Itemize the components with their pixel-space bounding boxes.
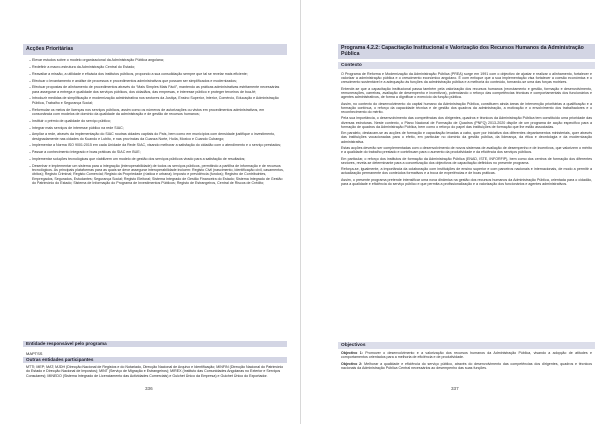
priority-action-item: – Efectuar propostas de alinhamento de procedimentos através do “Mais Simples Mais Fácil”, mantendo as práticas administrativas estritamente necessárias para assegurar a entrega e qualidade dos serviços públicos, dos cidadãos, das empresas, e interesse público e proteger terceiros de boa-fé; (29, 85, 284, 94)
objective-item (341, 362, 592, 370)
context-paragraph: Assim, o presente programa pretende intensificar uma nova dinâmica na gestão dos recursos humanos da Administração Pública, orientada para o cidadão, para a qualidade e eficiência do serviço público e que permita a profissionalização e a valorização dos funcionários e agentes administrativos. (341, 177, 592, 186)
priority-action-item: – Ampliar a rede, através da implementação do SIAC noutras cidades capitais do País, bem como em municípios com densidade justifique o investimento, designadamente nas cidades do Kuando e Lubito, e nas províncias da Cuanza Norte, Huíla, Moxico e Cuando Cubango; (29, 132, 284, 141)
context-paragraph: Estas acções deverão ser complementadas com o desenvolvimento de novos sistemas de avaliação de desempenho e de incentivos, que valorizem o mérito e a qualidade do trabalho prestado e contribuam para o aumento da produtividade e da eficiência dos serviços públicos. (341, 145, 592, 155)
priority-action-item: – Passar a conhecimento integrado e boas práticas do SIAC em BUE; (29, 150, 284, 154)
page-number-left: 336 (145, 386, 153, 391)
objective-label: Objectivo 1: (341, 351, 363, 355)
right-page (300, 0, 600, 424)
priority-action-item: – Reavaliar a missão, a utilidade e eficácia dos institutos públicos, propondo a sua consolidação sempre que tal se revelar mais eficiente; (29, 72, 284, 76)
priority-action-item: – Instituir o prémio de qualidade do serviço público; (29, 119, 284, 123)
responsible-entity-header: Entidade responsável pelo programa (23, 341, 287, 347)
context-paragraph: Em paralelo, destacam-se as acções de formação e capacitação levadas a cabo, quer por iniciativa dos diferentes departamentos ministeriais, quer através das instituições vocacionadas para o efeito, em particular no domínio da gestão pública, da liderança, da ética e deontologia e da modernização administrativa. (341, 131, 592, 144)
context-paragraph: O Programa de Reforma e Modernização da Administração Pública (PREA) surge em 1991 com o objectivo de ajustar e realizar o alinhamento, fortalecer e valorizar a administração pública e o crescimento económico angolano. É com enfoque que a sua implementação visa fortalecer a coesão económica e o crescimento sustentável e a adequação às funções da administração pública e a melhoria do conteúdo, tornando-se uma das forças motrizes. (341, 72, 592, 85)
priority-action-item: – Desenhar e implementar um sistema para a integração (interoperabilidade) de todos os serviços públicos, permitindo a partilha de informação e de recursos tecnológicos. As principais plataformas para as quais se deve assegurar interoperabilidade incluem: Registo Civil (nascimento, identificação civil, casamentos, óbitos); Registo Criminal; Registo Comercial; Registo da Propriedade (rústica e urbana); Imposto e previdência (fundos); Registro de Contribuintes, Empregados, Segurados, Estudantes; Segurança Social; Registo Eleitoral; Sistema Integrado de Gestão Financeira do Estado; Sistema Integrado de Gestão do Património do Estado; Sistema de Informação do Programa de Investimentos Públicos; Registo de Estrangeiros, Central de Riscos de Crédito; (29, 164, 284, 185)
priority-action-item: – Implementar soluções tecnológicas que viabilizem um modelo de gestão dos serviços públicos virado para a satisfação de resultados; (29, 157, 284, 161)
context-body (338, 72, 595, 188)
context-paragraph: Reforça-se, igualmente, a importância da colaboração com instituições de ensino superior e com parceiros nacionais e internacionais, de modo a permitir a actualização permanente dos conteúdos formativos e a troca de experiências e de boas práticas. (341, 167, 592, 176)
priority-action-item: – Integrar mais serviços de interesse público na rede SIAC; (29, 126, 284, 130)
responsible-entity-value: MAPTSS (26, 351, 43, 356)
other-entities-value: MTTI; MEP; MAT; MJDH (Direcção Nacional de Registos e do Notariado, Direcção Nacional de Arquivo e Identificação; MINFIN (Direcção Nacional do Património do Estado e Direcção Nacional de Impostos); MINT (Serviço de Migração e Estrangeiros); MIREX (Instituto das Comunidades Angolanas no Exterior e Serviços Consulares); MINEDO (Sistema Integrado de Licenciamento das Actividades Comerciais) e Guichet Único da Empresa) e Guichet Único do Exportador. (26, 365, 284, 378)
context-paragraph: Pela sua importância, o desenvolvimento das competências dos dirigentes, quadros e técnicos da Administração Pública tem constituído uma prioridade das diversas estruturas. Neste contexto, o Plano Nacional de Formação de Quadros (PNFQ) 2013-2020 dispõe de um programa de acção específico para a formação de quadros da Administração Pública, bem como o reforço do papel das instituições de formação que lhe estão associadas. (341, 116, 592, 129)
context-paragraph: Em particular, o reforço dos institutos de formação da Administração Pública (ENAD, ISTE, INFORFIP), bem como dos centros de formação dos diferentes sectores, revela-se determinante para a concretização dos objectivos de capacitação definidos no presente programa. (341, 156, 592, 165)
priority-action-item: – Efectuar o levantamento e análise de processos e procedimentos administrativos que possam ser simplificados e modernizados; (29, 79, 284, 83)
objective-item (341, 351, 592, 359)
program-title: Programa 4.2.2: Capacitação Institucional e Valorização dos Recursos Humanos da Administração Pública (338, 44, 595, 59)
objective-text: Promover o desenvolvimento e a valorização dos recursos humanos da Administração Pública, visando a adopção de atitudes e comportamentos orientados para a melhoria de eficiência e de produtividade. (341, 351, 592, 360)
context-paragraph: Assim, no contexto do desenvolvimento do capital humano da Administração Pública, constituem ainda áreas de intervenção prioritárias a qualificação e a formação contínua, o reforço da capacidade técnica e de gestão dos quadros da administração, a motivação e o envolvimento dos trabalhadores e o reconhecimento do mérito. (341, 101, 592, 114)
other-entities-header: Outras entidades participantes (23, 357, 287, 363)
priority-actions-list (23, 58, 287, 188)
priority-action-item: – Introduzir medidas de simplificação e modernização administrativa nos sectores da Justiça, Ensino Superior, Interior, Comércio, Educação e Administração Pública, Trabalho e Segurança Social; (29, 96, 284, 105)
objective-label: Objectivo 2: (341, 361, 363, 366)
priority-action-item: – Redefinir a macro-estrutura da Administração Central do Estado; (29, 65, 284, 69)
priority-action-item: – Implementar a Norma ISO 9001:2015 em cada Unidade da Rede SIAC, visando melhorar a satisfação do cidadão com o atendimento e o serviço prestados; (29, 143, 284, 147)
context-header: Contexto (338, 62, 595, 69)
objectives-list (338, 351, 595, 373)
priority-action-item: – Elevar estudos sobre o modelo organizacional da Administração Pública angolana; (29, 58, 284, 62)
priority-actions-header: Acções Prioritárias (23, 44, 287, 55)
page-number-right: 337 (451, 386, 459, 391)
priority-action-item: – Reformular os meios de licenças nos serviços públicos, assim como os números de autorizações ou vistos em procedimentos administrativos, em consonância com modelos de domínio da qualidade da administração e de gestão de recursos humanos; (29, 108, 284, 117)
objective-text: Melhorar a qualidade e eficiência do serviço público, através do desenvolvimento das competências dos dirigentes, quadros e técnicos nacionais da Administração Pública Central necessários ao desempenho das suas funções. (341, 361, 592, 371)
objectives-header: Objectivos (338, 342, 595, 349)
context-paragraph: Entende-se que a capacitação institucional passa também pela valorização dos recursos humanos (recrutamento e gestão, formação e desenvolvimento, remunerações, carreiras, avaliação de desempenho e incentivos), potenciando o reforço das competências técnicas e comportamentais dos funcionários e agentes administrativos, de forma a dignificar o exercício da função pública. (341, 86, 592, 100)
